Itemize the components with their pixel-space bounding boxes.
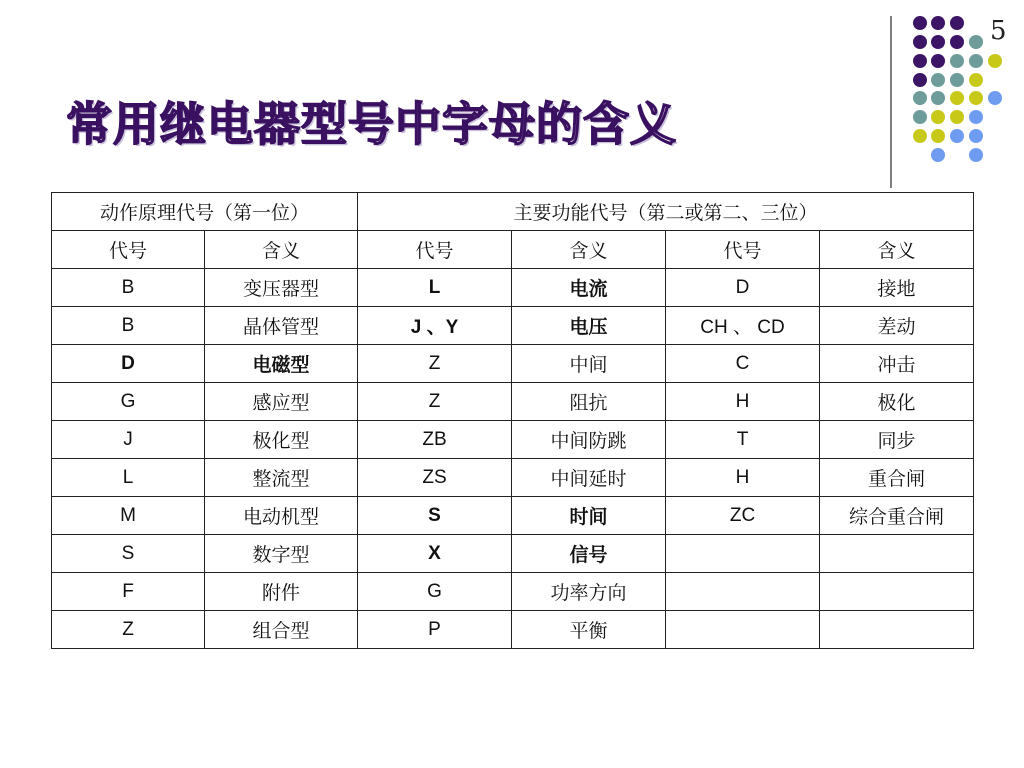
meaning-cell [820, 573, 974, 611]
meaning-cell: 电动机型 [205, 497, 358, 535]
code-cell: G [358, 573, 512, 611]
code-cell: J [52, 421, 205, 459]
decorative-dot [913, 110, 927, 124]
code-cell: H [666, 459, 820, 497]
code-cell: D [52, 345, 205, 383]
code-cell: ZC [666, 497, 820, 535]
decorative-dot [931, 110, 945, 124]
code-cell: L [52, 459, 205, 497]
code-cell: J 、Y [358, 307, 512, 345]
code-cell: X [358, 535, 512, 573]
table-row [52, 421, 974, 459]
code-cell: T [666, 421, 820, 459]
decorative-dot [969, 148, 983, 162]
decorative-dot [931, 148, 945, 162]
page-title: 常用继电器型号中字母的含义 [66, 97, 677, 151]
relay-code-table [51, 192, 974, 649]
decorative-dot [931, 91, 945, 105]
table-row [52, 611, 974, 649]
decorative-dot [969, 35, 983, 49]
code-cell: H [666, 383, 820, 421]
table-row [52, 383, 974, 421]
decorative-dot [931, 35, 945, 49]
code-cell: Z [358, 383, 512, 421]
meaning-cell: 平衡 [512, 611, 666, 649]
decorative-dot [913, 35, 927, 49]
meaning-cell: 极化 [820, 383, 974, 421]
code-cell: ZS [358, 459, 512, 497]
decorative-dot [950, 110, 964, 124]
column-header: 代号 [666, 231, 820, 269]
meaning-cell: 电磁型 [205, 345, 358, 383]
meaning-cell: 数字型 [205, 535, 358, 573]
meaning-cell: 组合型 [205, 611, 358, 649]
code-cell: Z [358, 345, 512, 383]
code-cell: F [52, 573, 205, 611]
meaning-cell: 信号 [512, 535, 666, 573]
meaning-cell: 冲击 [820, 345, 974, 383]
code-cell: S [358, 497, 512, 535]
code-cell [666, 573, 820, 611]
decorative-dot [913, 54, 927, 68]
decorative-dot [913, 16, 927, 30]
decorative-dot [969, 54, 983, 68]
meaning-cell: 中间延时 [512, 459, 666, 497]
meaning-cell: 功率方向 [512, 573, 666, 611]
decorative-dot [988, 91, 1002, 105]
divider-line [890, 16, 892, 188]
table-row [52, 535, 974, 573]
meaning-cell: 差动 [820, 307, 974, 345]
decorative-dot [950, 91, 964, 105]
decorative-dot [950, 16, 964, 30]
group-header-main-function: 主要功能代号（第二或第二、三位） [358, 193, 974, 231]
meaning-cell: 晶体管型 [205, 307, 358, 345]
group-header-row [52, 193, 974, 231]
meaning-cell: 感应型 [205, 383, 358, 421]
column-header: 代号 [358, 231, 512, 269]
meaning-cell: 中间防跳 [512, 421, 666, 459]
code-cell: C [666, 345, 820, 383]
group-header-action-principle: 动作原理代号（第一位） [52, 193, 358, 231]
code-cell: P [358, 611, 512, 649]
table-row [52, 573, 974, 611]
meaning-cell: 中间 [512, 345, 666, 383]
table-row [52, 269, 974, 307]
meaning-cell: 附件 [205, 573, 358, 611]
meaning-cell: 阻抗 [512, 383, 666, 421]
meaning-cell [820, 535, 974, 573]
meaning-cell [820, 611, 974, 649]
code-cell: L [358, 269, 512, 307]
decorative-dot [988, 54, 1002, 68]
code-cell: Z [52, 611, 205, 649]
decorative-dot [931, 73, 945, 87]
decorative-dot [950, 54, 964, 68]
column-header: 含义 [205, 231, 358, 269]
page-number: 5 [990, 16, 1007, 46]
decorative-dot [969, 73, 983, 87]
code-cell [666, 535, 820, 573]
column-header: 含义 [512, 231, 666, 269]
code-cell: S [52, 535, 205, 573]
code-cell: D [666, 269, 820, 307]
code-cell [666, 611, 820, 649]
decorative-dot [913, 129, 927, 143]
code-cell: B [52, 269, 205, 307]
meaning-cell: 电流 [512, 269, 666, 307]
decorative-dot [913, 73, 927, 87]
code-cell: B [52, 307, 205, 345]
meaning-cell: 接地 [820, 269, 974, 307]
decorative-dot [969, 91, 983, 105]
meaning-cell: 综合重合闸 [820, 497, 974, 535]
code-cell: CH 、 CD [666, 307, 820, 345]
decorative-dot [950, 73, 964, 87]
column-header: 含义 [820, 231, 974, 269]
meaning-cell: 极化型 [205, 421, 358, 459]
meaning-cell: 电压 [512, 307, 666, 345]
code-cell: G [52, 383, 205, 421]
table-row [52, 459, 974, 497]
column-header: 代号 [52, 231, 205, 269]
decorative-dot [931, 16, 945, 30]
decorative-dot [931, 129, 945, 143]
decorative-dot [950, 129, 964, 143]
decorative-dot [969, 129, 983, 143]
decorative-dot [950, 35, 964, 49]
meaning-cell: 同步 [820, 421, 974, 459]
meaning-cell: 变压器型 [205, 269, 358, 307]
column-header-row [52, 231, 974, 269]
meaning-cell: 时间 [512, 497, 666, 535]
table-row [52, 345, 974, 383]
table-row [52, 497, 974, 535]
decorative-dot [913, 91, 927, 105]
code-cell: M [52, 497, 205, 535]
meaning-cell: 整流型 [205, 459, 358, 497]
code-cell: ZB [358, 421, 512, 459]
meaning-cell: 重合闸 [820, 459, 974, 497]
decorative-dot [969, 110, 983, 124]
decorative-dot [931, 54, 945, 68]
table-row [52, 307, 974, 345]
